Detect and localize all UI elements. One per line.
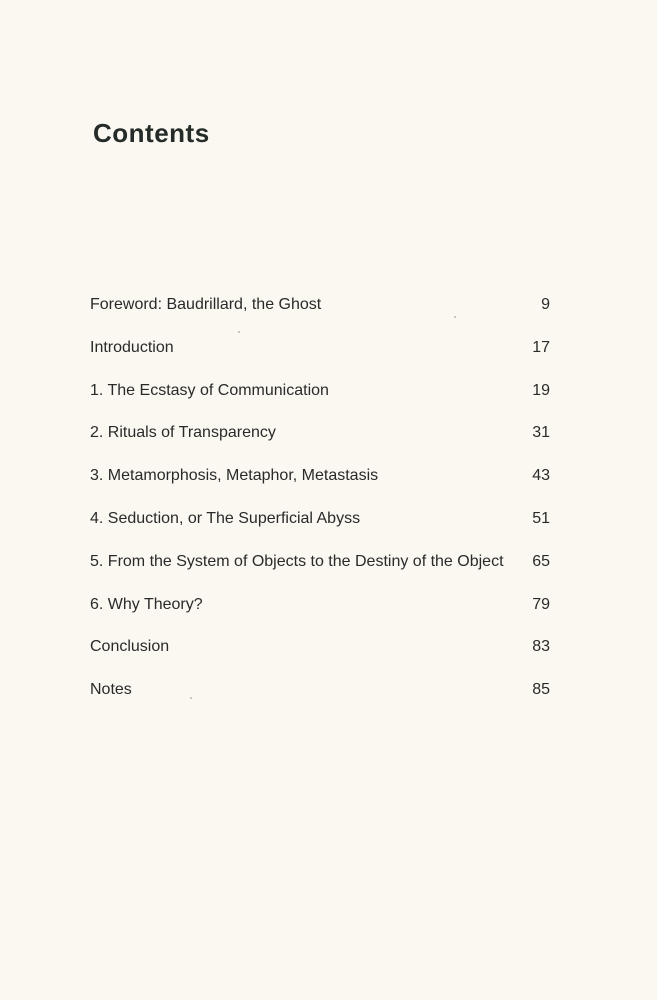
toc-entry-title: 3. Metamorphosis, Metaphor, Metastasis [90, 467, 379, 485]
toc-entry-title: 2. Rituals of Transparency [90, 424, 276, 442]
toc-entry-title: 6. Why Theory? [90, 595, 203, 613]
toc-entry-title: Introduction [90, 338, 174, 356]
toc-entry-page-number: 83 [532, 638, 550, 656]
toc-entry-page-number: 51 [532, 509, 550, 527]
toc-entry [90, 467, 550, 510]
toc-entry-page-number: 43 [532, 467, 550, 485]
toc-entry-page-number: 85 [532, 681, 550, 699]
page-title: Contents [93, 118, 210, 148]
toc-entry-page-number: 19 [532, 381, 550, 399]
table-of-contents [90, 296, 550, 724]
toc-entry-page-number: 79 [532, 595, 550, 613]
toc-entry-title: Conclusion [90, 638, 170, 656]
toc-entry-page-number: 17 [532, 338, 550, 356]
paper-speck [454, 316, 456, 318]
paper-speck [190, 697, 192, 699]
toc-entry [90, 638, 550, 681]
toc-entry-page-number: 65 [532, 552, 550, 570]
toc-entry-title: 1. The Ecstasy of Communication [90, 381, 329, 399]
toc-entry-page-number: 9 [541, 296, 550, 313]
toc-entry-title: Notes [90, 681, 132, 699]
toc-entry-page-number: 31 [532, 424, 550, 442]
toc-entry [90, 510, 550, 553]
toc-entry [90, 681, 550, 724]
toc-entry [90, 296, 550, 339]
toc-entry [90, 596, 550, 639]
toc-entry [90, 382, 550, 425]
toc-entry-title: 5. From the System of Objects to the Destiny of the Object [90, 552, 504, 570]
toc-entry [90, 339, 550, 382]
paper-speck [238, 331, 240, 333]
toc-entry-title: Foreword: Baudrillard, the Ghost [90, 296, 322, 313]
toc-entry [90, 553, 550, 596]
toc-entry [90, 424, 550, 467]
toc-entry-title: 4. Seduction, or The Superficial Abyss [90, 509, 361, 527]
